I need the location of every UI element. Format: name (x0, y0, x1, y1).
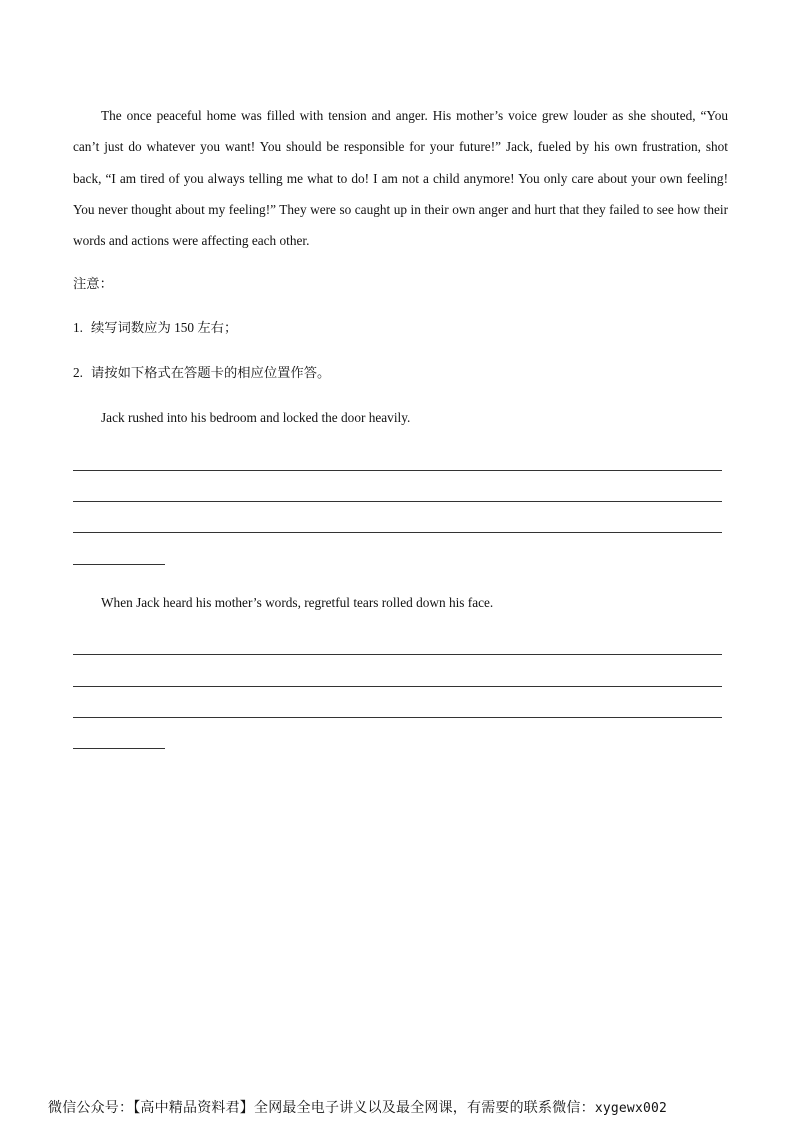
answer-line[interactable] (73, 717, 722, 718)
note-item-word-count (73, 317, 237, 339)
story-passage: The once peaceful home was filled with tension and anger. His mother’s voice grew louder as she shouted, “You can’t just do whatever you want! You should be responsible for your future!” Jack, fueled by his own frustration, shot back, “I am tired of you always telling me what to do! I am not a child anymore! You only care about your own feeling! You never thought about my feeling!” They were so caught up in their own anger and hurt that they failed to see how their words and actions were affecting each other. (73, 108, 728, 249)
continuation-prompt-1: Jack rushed into his bedroom and locked the door heavily. (101, 410, 411, 425)
answer-line[interactable] (73, 501, 722, 502)
answer-line[interactable] (73, 654, 722, 655)
notes-heading: 注意： (73, 276, 113, 291)
answer-line[interactable] (73, 470, 722, 471)
answer-line-end[interactable] (73, 564, 165, 565)
answer-line[interactable] (73, 532, 722, 533)
footer-wechat-id: xygewx002 (594, 1101, 668, 1116)
answer-line-end[interactable] (73, 748, 165, 749)
continuation-prompt-2: When Jack heard his mother’s words, regretful tears rolled down his face. (101, 595, 494, 610)
note-item-text: 续写词数应为 150 左右； (90, 320, 238, 335)
footer-text: 微信公众号：【高中精品资料君】全网最全电子讲义以及最全网课，有需要的联系微信： (48, 1100, 595, 1116)
note-item-number: 1. (73, 320, 83, 335)
footer-promo (48, 1097, 667, 1117)
note-item-text: 请按如下格式在答题卡的相应位置作答。 (90, 365, 331, 380)
note-item-format (73, 362, 330, 384)
answer-line[interactable] (73, 686, 722, 687)
note-item-number: 2. (73, 365, 83, 380)
